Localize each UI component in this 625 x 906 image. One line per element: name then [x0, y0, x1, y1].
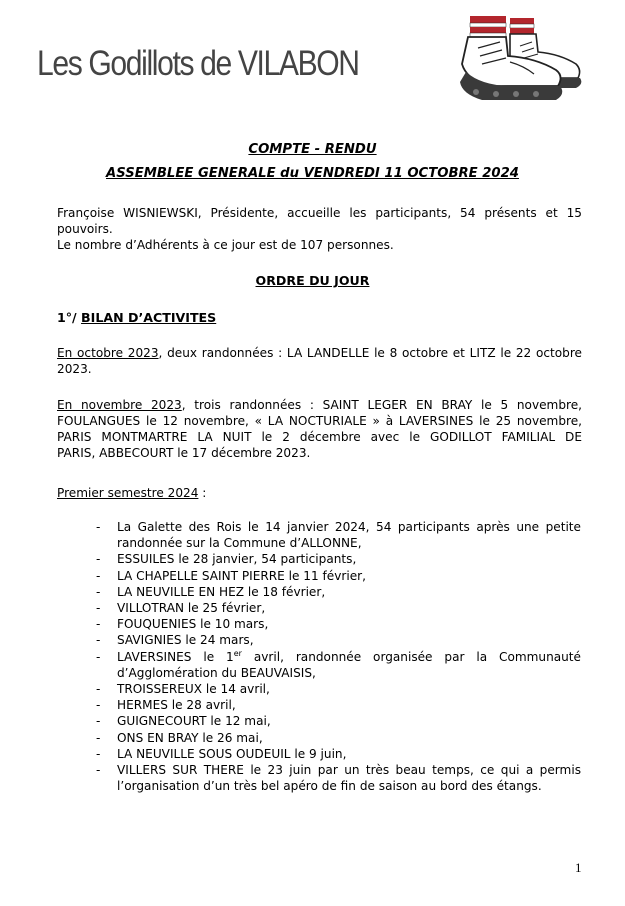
- list-item-text: d’Agglomération du BEAUVAISIS,: [117, 665, 316, 680]
- list-item-text: VILLERS SUR THERE le 23 juin par un très beau temps, ce qui a permis: [117, 763, 581, 778]
- list-item: [0, 551, 625, 567]
- list-item: [0, 632, 625, 648]
- list-dash: -: [96, 763, 101, 778]
- list-item: [0, 649, 625, 681]
- report-title: COMPTE - RENDU: [248, 142, 377, 157]
- list-dash: -: [96, 698, 101, 713]
- october-line: [57, 345, 582, 361]
- november-paragraph: [57, 397, 582, 461]
- november-line: PARIS MONTMARTRE LA NUIT le 2 décembre avec le GODILLOT FAMILIAL DE: [57, 430, 582, 444]
- section-label: BILAN D’ACTIVITES: [81, 310, 217, 325]
- list-item: [0, 519, 625, 551]
- list-item-text-part: avril, randonnée organisée par la Communauté: [241, 649, 581, 664]
- october-label: En octobre 2023: [57, 346, 159, 360]
- list-item-text-part: LAVERSINES le 1: [117, 649, 234, 664]
- list-dash: -: [96, 568, 101, 583]
- list-item-text: SAVIGNIES le 24 mars,: [117, 633, 254, 648]
- list-dash: -: [96, 682, 101, 697]
- ordinal-superscript: er: [233, 648, 242, 658]
- list-item-text: TROISSEREUX le 14 avril,: [117, 682, 270, 697]
- list-dash: -: [96, 633, 101, 648]
- list-item-text: LA NEUVILLE SOUS OUDEUIL le 9 juin,: [117, 746, 347, 761]
- november-line: PARIS, ABBECOURT le 17 décembre 2023.: [57, 446, 311, 460]
- list-dash: -: [96, 552, 101, 567]
- november-text: , trois randonnées : SAINT LEGER EN BRAY le 5 novembre,: [181, 398, 582, 412]
- list-item: [0, 568, 625, 584]
- hiking-boots-logo: [452, 12, 586, 110]
- intro-line: Françoise WISNIEWSKI, Présidente, accueille les participants, 54 présents et 15: [57, 206, 582, 220]
- list-item: [0, 746, 625, 762]
- list-item-text: La Galette des Rois le 14 janvier 2024, 54 participants après une petite: [117, 520, 581, 534]
- club-title: Les Godillots de VILABON: [37, 44, 359, 83]
- list-dash: -: [96, 730, 101, 745]
- list-dash: -: [96, 617, 101, 632]
- page-number: 1: [575, 860, 582, 875]
- november-line: [57, 397, 582, 413]
- list-dash: -: [96, 584, 101, 599]
- semester-label: Premier semestre 2024: [57, 486, 199, 500]
- list-item-text: LA NEUVILLE EN HEZ le 18 février,: [117, 584, 326, 599]
- section-number: 1°/: [57, 310, 82, 325]
- section-heading: [57, 310, 216, 325]
- list-item-text: randonnée sur la Commune d’ALLONNE,: [117, 536, 362, 551]
- list-dash: -: [96, 520, 101, 534]
- semester-suffix: :: [198, 486, 207, 500]
- list-item: [0, 616, 625, 632]
- list-item: [0, 762, 625, 794]
- october-paragraph: [57, 345, 582, 377]
- list-item-text: LA CHAPELLE SAINT PIERRE le 11 février,: [117, 568, 366, 583]
- intro-line: Le nombre d’Adhérents à ce jour est de 107 personnes.: [57, 238, 394, 252]
- list-item-text: l’organisation d’un très bel apéro de fin de saison au bord des étangs.: [117, 779, 542, 794]
- intro-paragraph: [57, 205, 582, 253]
- semester-heading: [57, 485, 582, 501]
- list-item: [0, 584, 625, 600]
- list-item-text: VILLOTRAN le 25 février,: [117, 601, 266, 616]
- list-item-text: [117, 649, 581, 665]
- list-item: [0, 681, 625, 697]
- agenda-heading: ORDRE DU JOUR: [255, 273, 370, 288]
- list-item-text: FOUQUENIES le 10 mars,: [117, 617, 269, 632]
- list-item-text: GUIGNECOURT le 12 mai,: [117, 714, 271, 729]
- list-dash: -: [96, 601, 101, 616]
- list-item-text: ESSUILES le 28 janvier, 54 participants,: [117, 552, 357, 567]
- meeting-title: ASSEMBLEE GENERALE du VENDREDI 11 OCTOBRE 2024: [106, 166, 519, 181]
- intro-line: pouvoirs.: [57, 222, 113, 236]
- list-item: [0, 713, 625, 729]
- list-item-text: HERMES le 28 avril,: [117, 698, 236, 713]
- october-line: 2023.: [57, 362, 92, 376]
- list-dash: -: [96, 649, 101, 664]
- list-item: [0, 697, 625, 713]
- list-item: [0, 730, 625, 746]
- november-line: FOULANGUES le 12 novembre, « LA NOCTURIALE » à LAVERSINES le 25 novembre,: [57, 414, 582, 428]
- activities-list: [0, 519, 625, 794]
- november-label: En novembre 2023: [57, 398, 182, 412]
- list-item-text: ONS EN BRAY le 26 mai,: [117, 730, 263, 745]
- list-dash: -: [96, 746, 101, 761]
- october-text: , deux randonnées : LA LANDELLE le 8 octobre et LITZ le 22 octobre: [158, 346, 582, 360]
- list-item: [0, 600, 625, 616]
- list-dash: -: [96, 714, 101, 729]
